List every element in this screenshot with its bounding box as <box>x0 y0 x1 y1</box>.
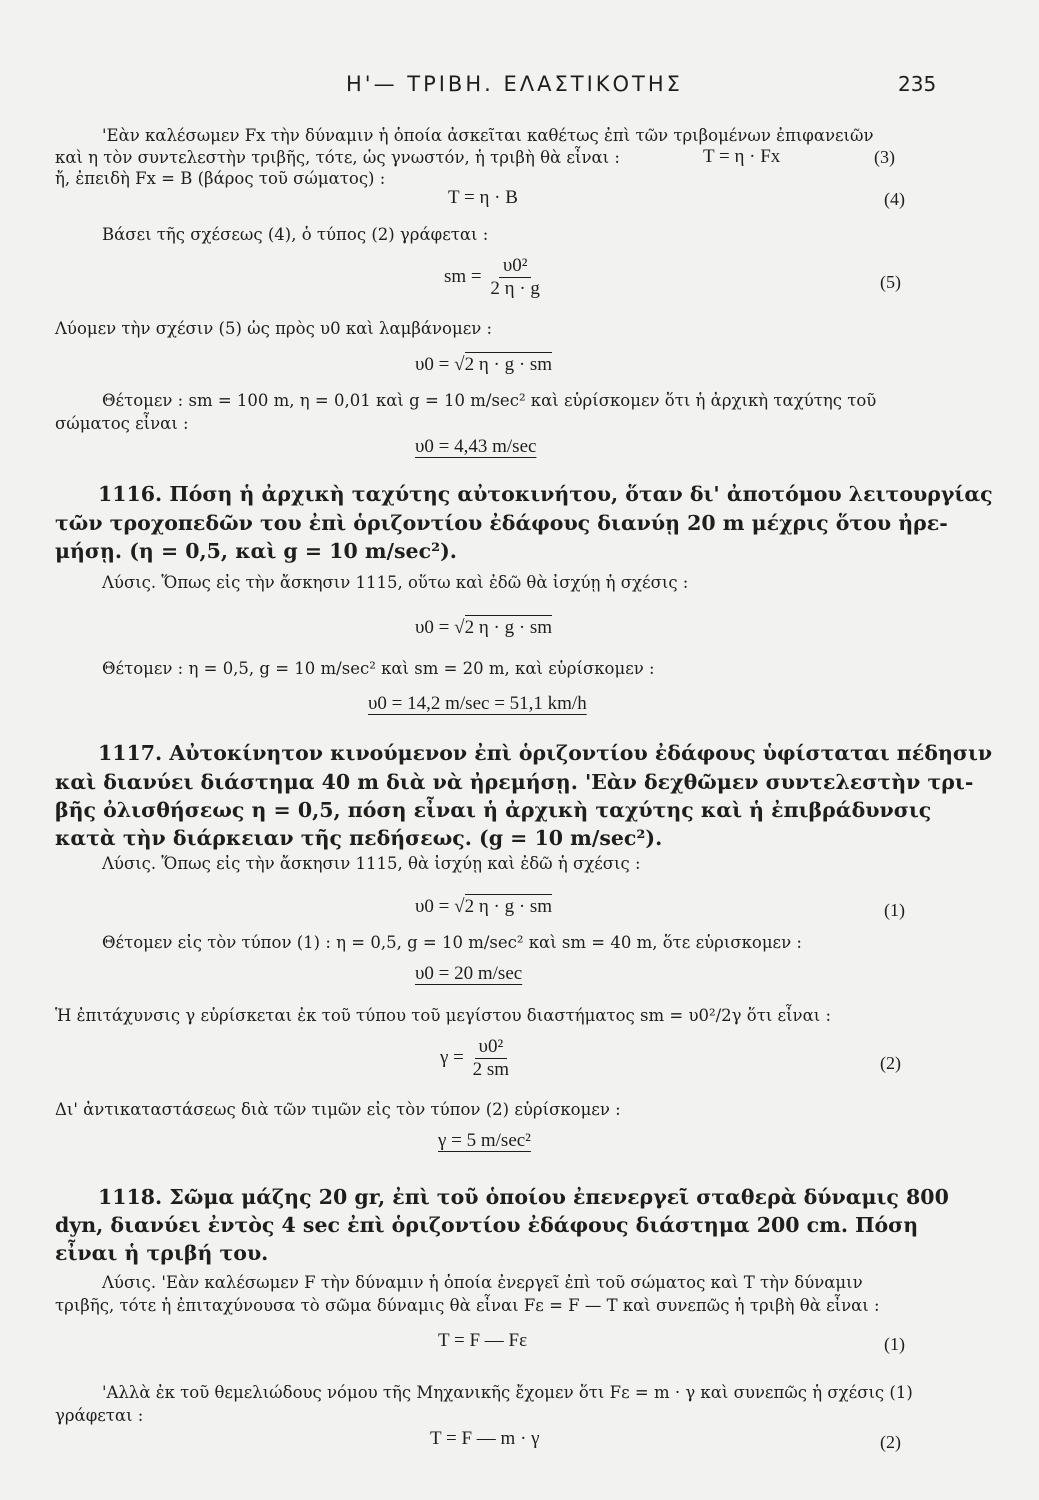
fraction-denominator: 2 η · g <box>490 278 540 299</box>
fraction <box>486 256 544 299</box>
equation <box>415 617 552 639</box>
problem-title: κατὰ τὴν διάρκειαν τῆς πεδήσεως. (g = 10 m/sec²). <box>55 826 663 850</box>
equation-lhs: υ0 = √ <box>415 354 465 375</box>
equation-number: (1) <box>884 1334 905 1354</box>
equation-number: (2) <box>880 1432 901 1452</box>
fraction <box>469 1037 513 1080</box>
equation <box>415 354 552 376</box>
equation: T = F — m · γ <box>430 1428 540 1449</box>
equation-number: (2) <box>880 1053 901 1073</box>
chapter-title: Η'— ΤΡΙΒΗ. ΕΛΑΣΤΙΚΟΤΗΣ <box>346 72 683 96</box>
radicand: 2 η · g · sm <box>464 617 553 638</box>
text-line: γράφεται : <box>55 1406 144 1425</box>
text-line: Θέτομεν εἰς τὸν τύπον (1) : η = 0,5, g = 10 m/sec² καὶ sm = 40 m, ὅτε εὑρισκομεν : <box>102 933 802 952</box>
result: υ0 = 4,43 m/sec <box>415 436 537 457</box>
equation: T = η · Fx <box>703 146 781 167</box>
problem-title: μήσῃ. (η = 0,5, καὶ g = 10 m/sec²). <box>55 539 457 563</box>
equation-lhs: sm = <box>444 265 482 287</box>
fraction-denominator: 2 sm <box>472 1059 510 1080</box>
fraction-numerator: υ0² <box>499 256 532 278</box>
text-line: Θέτομεν : η = 0,5, g = 10 m/sec² καὶ sm = 20 m, καὶ εὑρίσκομεν : <box>102 659 655 678</box>
text-line: καὶ η τὸν συντελεστὴν τριβῆς, τότε, ὡς γνωστόν, ἡ τριβὴ θὰ εἶναι : <box>55 148 620 167</box>
problem-title: 1117. Αὐτοκίνητον κινούμενον ἐπὶ ὁριζοντίου ἐδάφους ὑφίσταται πέδησιν <box>98 741 993 765</box>
solution-line: Λύσις. Ὅπως εἰς τὴν ἄσκησιν 1115, θὰ ἰσχύῃ καὶ ἐδῶ ἡ σχέσις : <box>102 854 641 873</box>
fraction-equation <box>444 256 544 299</box>
equation-lhs: υ0 = √ <box>415 896 465 917</box>
problem-title: 1116. Πόση ἡ ἀρχικὴ ταχύτης αὐτοκινήτου, ὅταν δι' ἀποτόμου λειτουργίας <box>98 482 993 506</box>
text-line: Δι' ἀντικαταστάσεως διὰ τῶν τιμῶν εἰς τὸν τύπον (2) εὑρίσκομεν : <box>55 1100 621 1119</box>
problem-title: dyn, διανύει ἐντὸς 4 sec ἐπὶ ὁριζοντίου ἐδάφους διάστημα 200 cm. Πόση <box>55 1213 919 1237</box>
result: υ0 = 20 m/sec <box>415 963 523 984</box>
text-line: ἤ, ἐπειδὴ Fx = B (βάρος τοῦ σώματος) : <box>55 169 386 188</box>
solution-line: τριβῆς, τότε ἡ ἐπιταχύνουσα τὸ σῶμα δύναμις θὰ εἶναι Fε = F — T καὶ συνεπῶς ἡ τριβὴ θὰ εἶναι : <box>55 1296 880 1315</box>
text-line: 'Εὰν καλέσωμεν Fx τὴν δύναμιν ἡ ὁποία ἀσκεῖται καθέτως ἐπὶ τῶν τριβομένων ἐπιφανειῶν <box>102 126 874 145</box>
equation-number: (3) <box>874 147 895 167</box>
text-line: σώματος εἶναι : <box>55 414 189 433</box>
equation: T = η · B <box>448 187 518 208</box>
equation <box>415 896 552 918</box>
problem-title: τῶν τροχοπεδῶν του ἐπὶ ὁριζοντίου ἐδάφους διανύῃ 20 m μέχρις ὅτου ἠρε- <box>55 511 948 535</box>
problem-title: καὶ διανύει διάστημα 40 m διὰ νὰ ἠρεμήσῃ. 'Εὰν δεχθῶμεν συντελεστὴν τρι- <box>55 770 974 794</box>
text-line: Βάσει τῆς σχέσεως (4), ὁ τύπος (2) γράφεται : <box>102 225 489 244</box>
problem-title: εἶναι ἡ τριβή του. <box>55 1241 269 1265</box>
equation-lhs: γ = <box>440 1046 464 1068</box>
equation-number: (4) <box>884 189 905 209</box>
problem-title: 1118. Σῶμα μάζης 20 gr, ἐπὶ τοῦ ὁποίου ἐπενεργεῖ σταθερὰ δύναμις 800 <box>98 1185 949 1209</box>
radicand: 2 η · g · sm <box>464 896 553 917</box>
solution-line: Λύσις. Ὅπως εἰς τὴν ἄσκησιν 1115, οὕτω καὶ ἐδῶ θὰ ἰσχύῃ ἡ σχέσις : <box>102 573 689 592</box>
radicand: 2 η · g · sm <box>464 354 553 375</box>
equation: T = F — Fε <box>438 1330 528 1351</box>
equation-lhs: υ0 = √ <box>415 617 465 638</box>
text-line: 'Αλλὰ ἐκ τοῦ θεμελιώδους νόμου τῆς Μηχανικῆς ἔχομεν ὅτι Fε = m · γ καὶ συνεπῶς ἡ σχέσις (1) <box>102 1383 913 1402</box>
equation-number: (1) <box>884 900 905 920</box>
equation-number: (5) <box>880 272 901 292</box>
page-number: 235 <box>898 72 937 96</box>
result: υ0 = 14,2 m/sec = 51,1 km/h <box>368 693 587 714</box>
result: γ = 5 m/sec² <box>438 1130 531 1151</box>
fraction-numerator: υ0² <box>475 1037 508 1059</box>
fraction-equation <box>440 1037 513 1080</box>
solution-line: Λύσις. 'Εὰν καλέσωμεν F τὴν δύναμιν ἡ ὁποία ἐνεργεῖ ἐπὶ τοῦ σώματος καὶ T τὴν δύναμιν <box>102 1273 863 1292</box>
text-line: Λύομεν τὴν σχέσιν (5) ὡς πρὸς υ0 καὶ λαμβάνομεν : <box>55 319 493 338</box>
problem-title: βῆς ὀλισθήσεως η = 0,5, πόση εἶναι ἡ ἀρχικὴ ταχύτης καὶ ἡ ἐπιβράδυνσις <box>55 798 932 822</box>
text-line: Θέτομεν : sm = 100 m, η = 0,01 καὶ g = 10 m/sec² καὶ εὑρίσκομεν ὅτι ἡ ἀρχικὴ ταχύτης τοῦ <box>102 391 877 410</box>
text-line: Ἡ ἐπιτάχυνσις γ εὑρίσκεται ἐκ τοῦ τύπου τοῦ μεγίστου διαστήματος sm = υ0²/2γ ὅτι εἶναι : <box>55 1006 832 1025</box>
